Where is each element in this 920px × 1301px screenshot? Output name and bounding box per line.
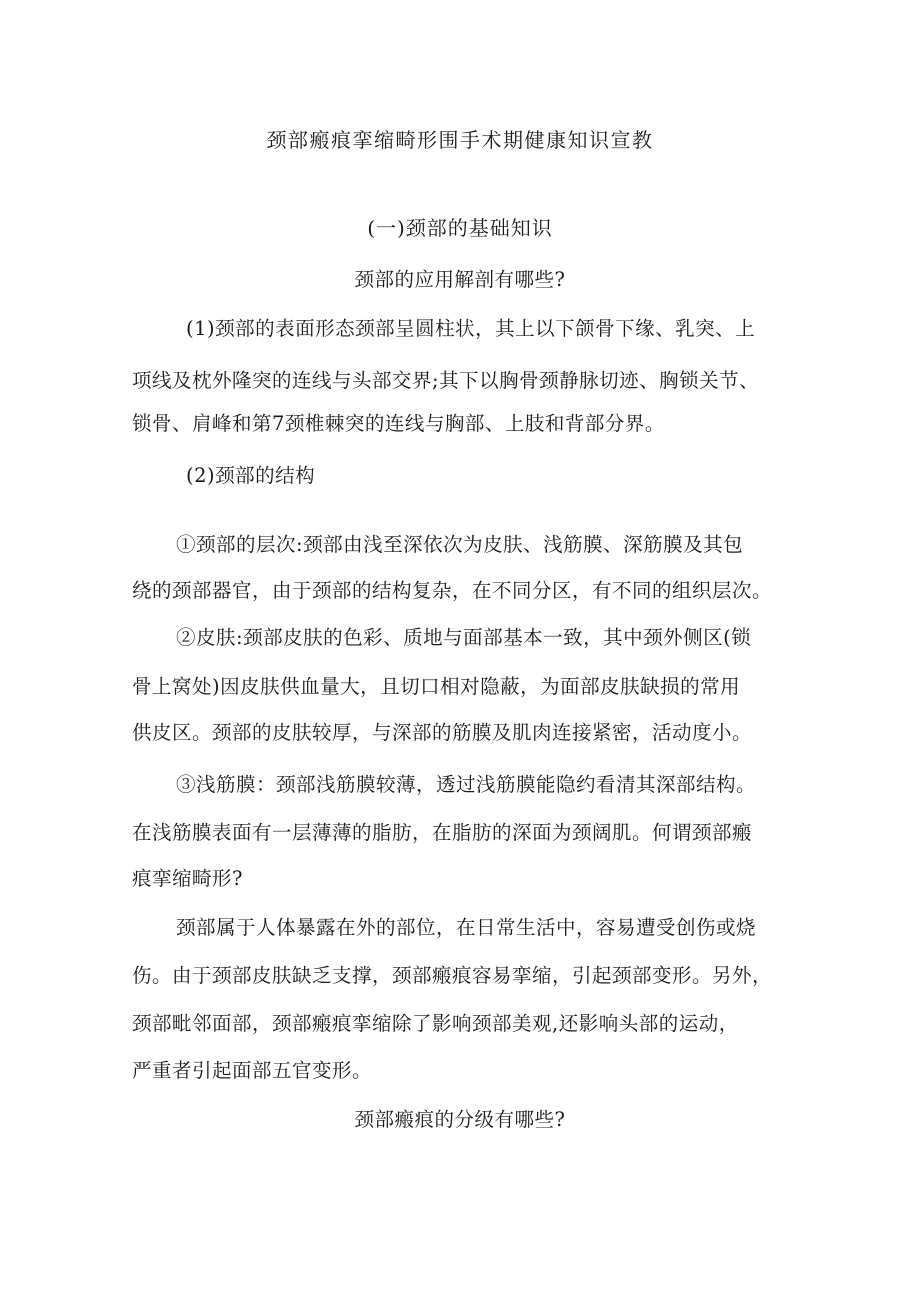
paragraph-layers-line-2: 绕的颈部器官，由于颈部的结构复杂，在不同分区，有不同的组织层次。 (132, 579, 773, 602)
structure-heading: (2)颈部的结构 (186, 464, 316, 487)
paragraph-exposure-line-1: 颈部属于人体暴露在外的部位，在日常生活中，容易遭受创伤或烧 (176, 916, 757, 939)
document-title: 颈部瘢痕挛缩畸形围手术期健康知识宣教 (266, 128, 654, 152)
paragraph-exposure-line-4: 严重者引起面部五官变形。 (132, 1059, 373, 1082)
paragraph-surface-line-1: (1)颈部的表面形态颈部呈圆柱状，其上以下颌骨下缘、乳突、上 (186, 317, 756, 340)
paragraph-skin-line-3: 供皮区。颈部的皮肤较厚，与深部的筋膜及肌肉连接紧密，活动度小。 (132, 721, 753, 744)
paragraph-fascia-line-3: 痕挛缩畸形? (132, 867, 243, 890)
paragraph-skin-line-1: ②皮肤:颈部皮肤的色彩、质地与面部基本一致，其中颈外侧区(锁 (176, 626, 752, 649)
question-grading: 颈部瘢痕的分级有哪些? (354, 1108, 566, 1131)
paragraph-skin-line-2: 骨上窝处)因皮肤供血量大，且切口相对隐蔽，为面部皮肤缺损的常用 (132, 675, 741, 698)
question-anatomy: 颈部的应用解剖有哪些? (354, 268, 566, 291)
paragraph-fascia-line-1: ③浅筋膜：颈部浅筋膜较薄，透过浅筋膜能隐约看清其深部结构。 (176, 773, 757, 796)
paragraph-fascia-line-2: 在浅筋膜表面有一层薄薄的脂肪，在脂肪的深面为颈阔肌。何谓颈部瘢 (132, 821, 753, 844)
paragraph-exposure-line-3: 颈部毗邻面部，颈部瘢痕挛缩除了影响颈部美观,还影响头部的运动， (132, 1012, 739, 1035)
paragraph-surface-line-2: 项线及枕外隆突的连线与头部交界;其下以胸骨颈静脉切迹、胸锁关节、 (132, 369, 760, 392)
paragraph-exposure-line-2: 伤。由于颈部皮肤缺乏支撑，颈部瘢痕容易挛缩，引起颈部变形。另外， (132, 964, 773, 987)
section-heading: (一)颈部的基础知识 (367, 216, 553, 240)
paragraph-surface-line-3: 锁骨、肩峰和第7颈椎棘突的连线与胸部、上肢和背部分界。 (132, 412, 665, 435)
paragraph-layers-line-1: ①颈部的层次:颈部由浅至深依次为皮肤、浅筋膜、深筋膜及其包 (176, 533, 744, 556)
